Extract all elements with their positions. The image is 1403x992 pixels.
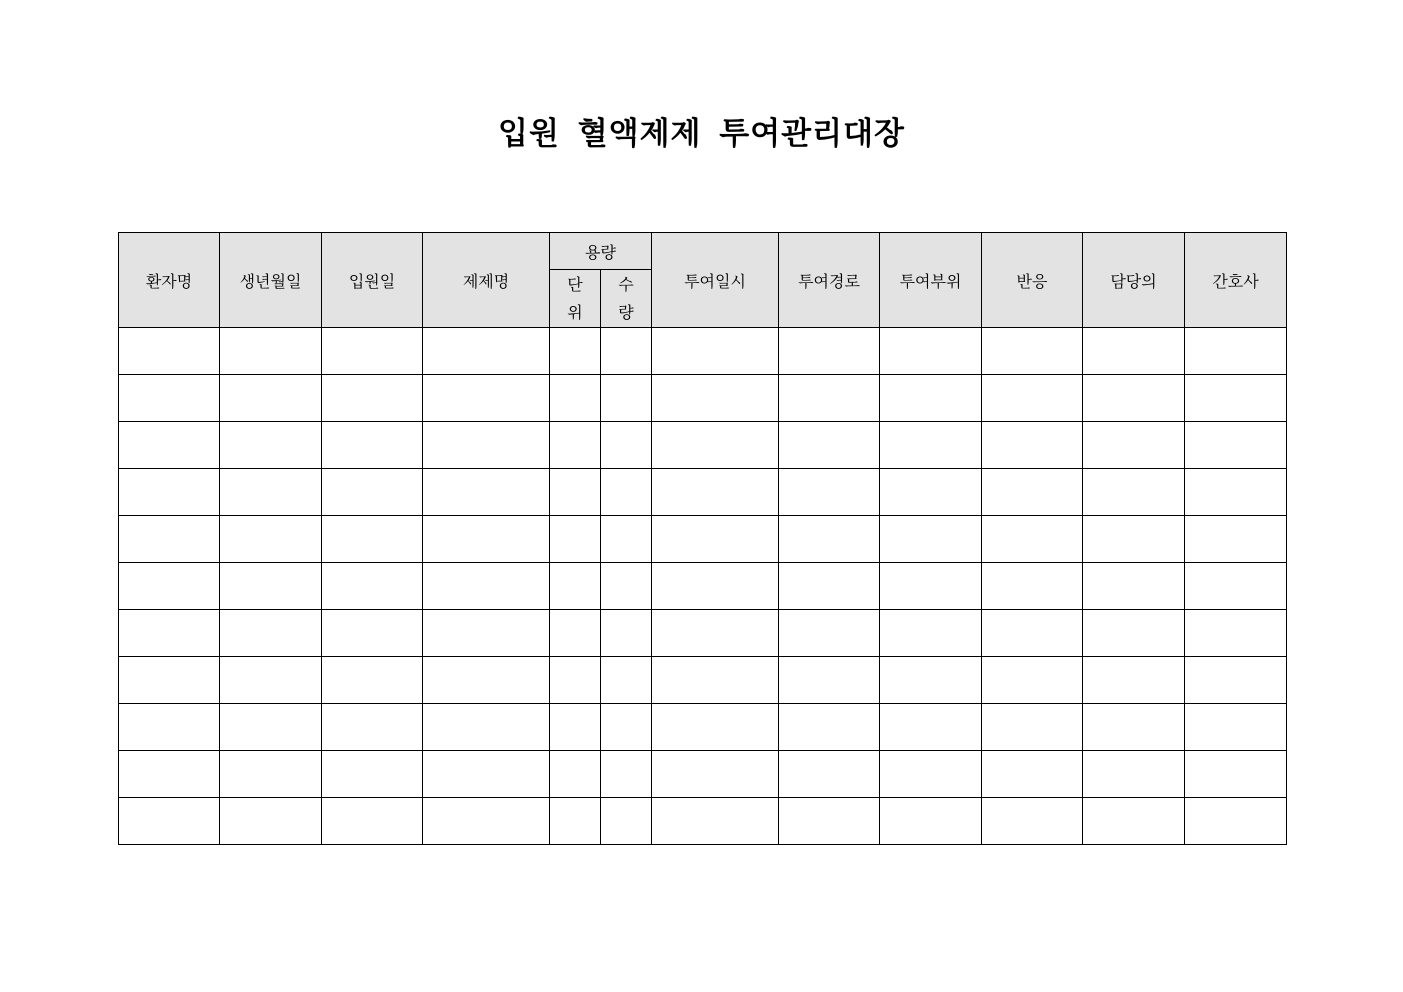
header-patient-name: 환자명 bbox=[119, 233, 220, 328]
table-cell[interactable] bbox=[220, 798, 322, 845]
table-cell[interactable] bbox=[1185, 657, 1287, 704]
table-cell[interactable] bbox=[779, 657, 880, 704]
table-cell[interactable] bbox=[322, 704, 423, 751]
table-cell[interactable] bbox=[982, 657, 1083, 704]
table-cell[interactable] bbox=[550, 798, 601, 845]
table-cell[interactable] bbox=[601, 751, 652, 798]
table-cell[interactable] bbox=[652, 751, 779, 798]
table-row bbox=[119, 751, 1287, 798]
table-cell[interactable] bbox=[601, 375, 652, 422]
table-cell[interactable] bbox=[982, 563, 1083, 610]
table-cell[interactable] bbox=[1185, 469, 1287, 516]
table-cell[interactable] bbox=[423, 751, 550, 798]
table-cell[interactable] bbox=[880, 328, 982, 375]
table-cell[interactable] bbox=[550, 657, 601, 704]
table-row bbox=[119, 798, 1287, 845]
table-cell[interactable] bbox=[423, 422, 550, 469]
table-cell[interactable] bbox=[601, 657, 652, 704]
header-dose: 용량 bbox=[550, 233, 652, 270]
table-cell[interactable] bbox=[119, 610, 220, 657]
table-cell[interactable] bbox=[1185, 798, 1287, 845]
table-cell[interactable] bbox=[1185, 422, 1287, 469]
table-cell[interactable] bbox=[220, 563, 322, 610]
header-birth-date: 생년월일 bbox=[220, 233, 322, 328]
table-cell[interactable] bbox=[423, 516, 550, 563]
table-cell[interactable] bbox=[322, 375, 423, 422]
table-cell[interactable] bbox=[1185, 563, 1287, 610]
table-cell[interactable] bbox=[322, 657, 423, 704]
table-cell[interactable] bbox=[1083, 422, 1185, 469]
table-cell[interactable] bbox=[119, 375, 220, 422]
table-cell[interactable] bbox=[119, 751, 220, 798]
table-cell[interactable] bbox=[779, 469, 880, 516]
table-cell[interactable] bbox=[550, 516, 601, 563]
table-cell[interactable] bbox=[423, 375, 550, 422]
table-cell[interactable] bbox=[119, 563, 220, 610]
header-reaction: 반응 bbox=[982, 233, 1083, 328]
table-cell[interactable] bbox=[220, 704, 322, 751]
table-cell[interactable] bbox=[1083, 751, 1185, 798]
table-cell[interactable] bbox=[779, 516, 880, 563]
table-cell[interactable] bbox=[1083, 563, 1185, 610]
table-cell[interactable] bbox=[1083, 657, 1185, 704]
table-cell[interactable] bbox=[779, 798, 880, 845]
table-cell[interactable] bbox=[220, 516, 322, 563]
table-cell[interactable] bbox=[1185, 375, 1287, 422]
table-cell[interactable] bbox=[982, 516, 1083, 563]
table-row bbox=[119, 422, 1287, 469]
table-cell[interactable] bbox=[880, 751, 982, 798]
table-cell[interactable] bbox=[220, 375, 322, 422]
table-cell[interactable] bbox=[1185, 328, 1287, 375]
table-cell[interactable] bbox=[880, 469, 982, 516]
table-cell[interactable] bbox=[220, 657, 322, 704]
document-title: 입원 혈액제제 투여관리대장 bbox=[498, 116, 905, 152]
table-cell[interactable] bbox=[1083, 610, 1185, 657]
table-row bbox=[119, 704, 1287, 751]
header-product-name: 제제명 bbox=[423, 233, 550, 328]
table-cell[interactable] bbox=[550, 375, 601, 422]
table-cell[interactable] bbox=[652, 610, 779, 657]
table-cell[interactable] bbox=[652, 469, 779, 516]
transfusion-ledger-table bbox=[118, 232, 1287, 845]
table-cell[interactable] bbox=[601, 704, 652, 751]
table-cell[interactable] bbox=[652, 328, 779, 375]
table-row bbox=[119, 328, 1287, 375]
table-cell[interactable] bbox=[652, 422, 779, 469]
table-cell[interactable] bbox=[1083, 798, 1185, 845]
header-dose-quantity-line1: 수 bbox=[618, 274, 634, 294]
table-cell[interactable] bbox=[119, 657, 220, 704]
table-cell[interactable] bbox=[550, 328, 601, 375]
table-cell[interactable] bbox=[322, 328, 423, 375]
table-cell[interactable] bbox=[982, 328, 1083, 375]
table-cell[interactable] bbox=[322, 798, 423, 845]
table-cell[interactable] bbox=[423, 469, 550, 516]
table-cell[interactable] bbox=[779, 328, 880, 375]
table-cell[interactable] bbox=[550, 704, 601, 751]
table-row bbox=[119, 610, 1287, 657]
table-cell[interactable] bbox=[982, 751, 1083, 798]
table-cell[interactable] bbox=[652, 704, 779, 751]
table-row bbox=[119, 563, 1287, 610]
table-cell[interactable] bbox=[1083, 469, 1185, 516]
table-cell[interactable] bbox=[880, 516, 982, 563]
table-cell[interactable] bbox=[779, 751, 880, 798]
table-cell[interactable] bbox=[982, 610, 1083, 657]
table-row bbox=[119, 375, 1287, 422]
table-body bbox=[119, 328, 1287, 845]
table-cell[interactable] bbox=[322, 563, 423, 610]
table-cell[interactable] bbox=[880, 657, 982, 704]
header-dose-unit bbox=[550, 270, 601, 328]
table-cell[interactable] bbox=[220, 610, 322, 657]
table-cell[interactable] bbox=[601, 798, 652, 845]
table-cell[interactable] bbox=[880, 704, 982, 751]
table-cell[interactable] bbox=[220, 422, 322, 469]
table-cell[interactable] bbox=[779, 563, 880, 610]
table-cell[interactable] bbox=[322, 422, 423, 469]
table-cell[interactable] bbox=[550, 610, 601, 657]
table-cell[interactable] bbox=[779, 704, 880, 751]
table-cell[interactable] bbox=[880, 422, 982, 469]
table-cell[interactable] bbox=[220, 751, 322, 798]
table-cell[interactable] bbox=[322, 751, 423, 798]
table-cell[interactable] bbox=[119, 516, 220, 563]
table-cell[interactable] bbox=[779, 610, 880, 657]
table-cell[interactable] bbox=[601, 422, 652, 469]
table-cell[interactable] bbox=[652, 375, 779, 422]
table-cell[interactable] bbox=[601, 516, 652, 563]
header-physician: 담당의 bbox=[1083, 233, 1185, 328]
table-cell[interactable] bbox=[652, 798, 779, 845]
table-cell[interactable] bbox=[1185, 751, 1287, 798]
table-cell[interactable] bbox=[601, 563, 652, 610]
table-cell[interactable] bbox=[220, 328, 322, 375]
table-cell[interactable] bbox=[423, 798, 550, 845]
table-cell[interactable] bbox=[982, 469, 1083, 516]
table-cell[interactable] bbox=[880, 375, 982, 422]
table-cell[interactable] bbox=[601, 469, 652, 516]
table-cell[interactable] bbox=[779, 375, 880, 422]
table-row bbox=[119, 657, 1287, 704]
header-nurse: 간호사 bbox=[1185, 233, 1287, 328]
table-cell[interactable] bbox=[982, 798, 1083, 845]
header-dose-quantity bbox=[601, 270, 652, 328]
header-admission-date: 입원일 bbox=[322, 233, 423, 328]
table-cell[interactable] bbox=[880, 798, 982, 845]
table-cell[interactable] bbox=[1185, 704, 1287, 751]
header-dose-quantity-line2: 량 bbox=[618, 302, 634, 322]
table-cell[interactable] bbox=[119, 422, 220, 469]
table-cell[interactable] bbox=[550, 422, 601, 469]
table-cell[interactable] bbox=[652, 657, 779, 704]
table-row bbox=[119, 516, 1287, 563]
table-cell[interactable] bbox=[652, 563, 779, 610]
table-cell[interactable] bbox=[1083, 375, 1185, 422]
table-cell[interactable] bbox=[1185, 610, 1287, 657]
table-cell[interactable] bbox=[982, 422, 1083, 469]
table-cell[interactable] bbox=[1083, 328, 1185, 375]
table-cell[interactable] bbox=[423, 328, 550, 375]
table-row bbox=[119, 469, 1287, 516]
table-cell[interactable] bbox=[423, 563, 550, 610]
header-admin-route: 투여경로 bbox=[779, 233, 880, 328]
table-cell[interactable] bbox=[423, 657, 550, 704]
header-dose-unit-line1: 단 bbox=[567, 274, 583, 294]
table-cell[interactable] bbox=[550, 563, 601, 610]
table-cell[interactable] bbox=[1083, 704, 1185, 751]
table-cell[interactable] bbox=[1185, 516, 1287, 563]
table-cell[interactable] bbox=[1083, 516, 1185, 563]
table-cell[interactable] bbox=[982, 375, 1083, 422]
table-cell[interactable] bbox=[119, 704, 220, 751]
table-cell[interactable] bbox=[322, 516, 423, 563]
table-cell[interactable] bbox=[322, 610, 423, 657]
table-cell[interactable] bbox=[423, 704, 550, 751]
table-cell[interactable] bbox=[601, 610, 652, 657]
table-cell[interactable] bbox=[322, 469, 423, 516]
table-cell[interactable] bbox=[423, 610, 550, 657]
table-cell[interactable] bbox=[779, 422, 880, 469]
table-cell[interactable] bbox=[982, 704, 1083, 751]
table-header bbox=[119, 233, 1287, 328]
header-admin-site: 투여부위 bbox=[880, 233, 982, 328]
table-cell[interactable] bbox=[119, 469, 220, 516]
header-admin-datetime: 투여일시 bbox=[652, 233, 779, 328]
header-dose-unit-line2: 위 bbox=[567, 302, 583, 322]
table-cell[interactable] bbox=[119, 328, 220, 375]
table-cell[interactable] bbox=[550, 751, 601, 798]
table-cell[interactable] bbox=[119, 798, 220, 845]
table-cell[interactable] bbox=[880, 610, 982, 657]
table-cell[interactable] bbox=[550, 469, 601, 516]
table-cell[interactable] bbox=[652, 516, 779, 563]
table-cell[interactable] bbox=[601, 328, 652, 375]
table-cell[interactable] bbox=[880, 563, 982, 610]
table-cell[interactable] bbox=[220, 469, 322, 516]
